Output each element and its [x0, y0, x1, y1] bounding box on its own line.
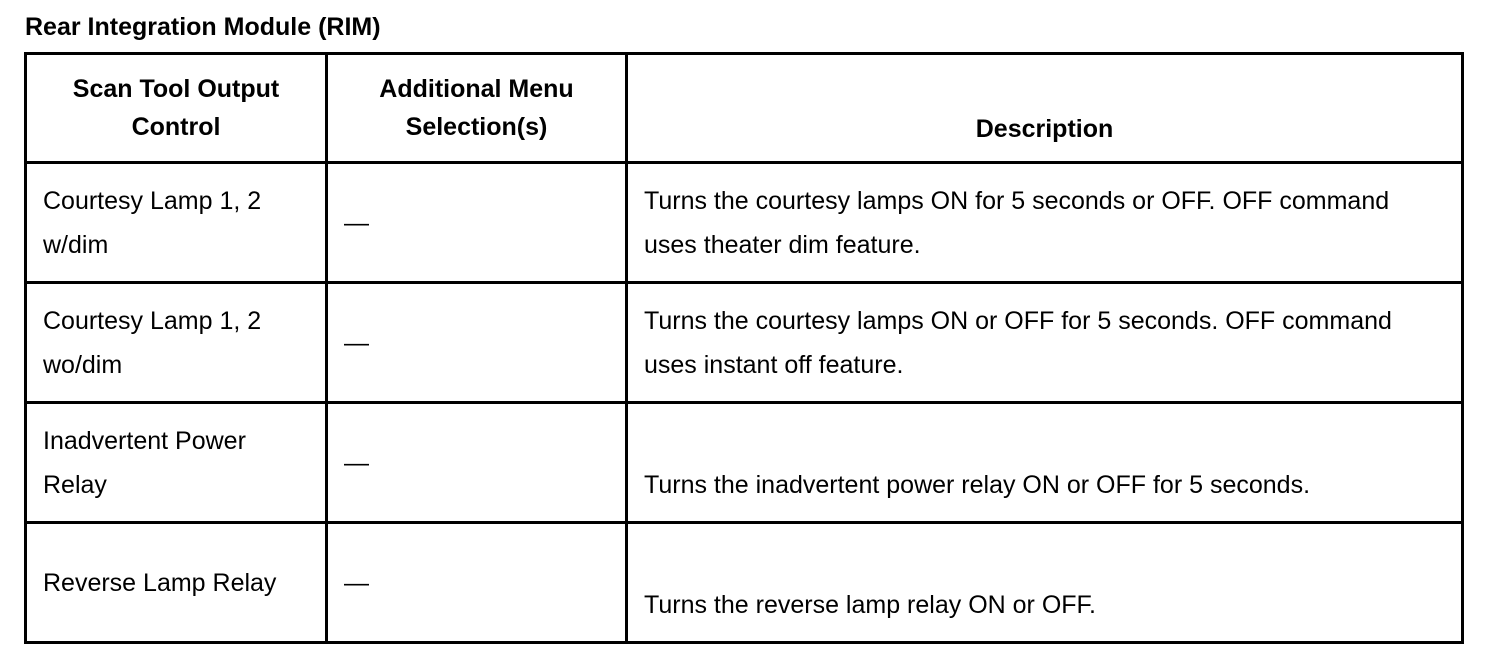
document-title: Rear Integration Module (RIM) — [25, 13, 381, 41]
header-output-control: Scan Tool Output Control — [26, 54, 327, 163]
output-control-table — [24, 52, 1464, 644]
table-row — [26, 283, 1463, 403]
table-row — [26, 523, 1463, 643]
table-row — [26, 403, 1463, 523]
cell-output-control: Reverse Lamp Relay — [26, 523, 327, 643]
cell-output-control: Courtesy Lamp 1, 2 w/dim — [26, 163, 327, 283]
cell-description: Turns the reverse lamp relay ON or OFF. — [627, 523, 1463, 643]
cell-description: Turns the inadvertent power relay ON or OFF for 5 seconds. — [627, 403, 1463, 523]
cell-description: Turns the courtesy lamps ON for 5 seconds or OFF. OFF command uses theater dim feature. — [627, 163, 1463, 283]
header-description: Description — [627, 54, 1463, 163]
header-menu-selection: Additional Menu Selection(s) — [327, 54, 627, 163]
cell-menu-selection: — — [327, 283, 627, 403]
cell-menu-selection: — — [327, 403, 627, 523]
cell-output-control: Inadvertent Power Relay — [26, 403, 327, 523]
cell-output-control: Courtesy Lamp 1, 2 wo/dim — [26, 283, 327, 403]
cell-menu-selection: — — [327, 523, 627, 643]
table-row — [26, 163, 1463, 283]
cell-description: Turns the courtesy lamps ON or OFF for 5 seconds. OFF command uses instant off feature. — [627, 283, 1463, 403]
cell-menu-selection: — — [327, 163, 627, 283]
table-header-row — [26, 54, 1463, 163]
